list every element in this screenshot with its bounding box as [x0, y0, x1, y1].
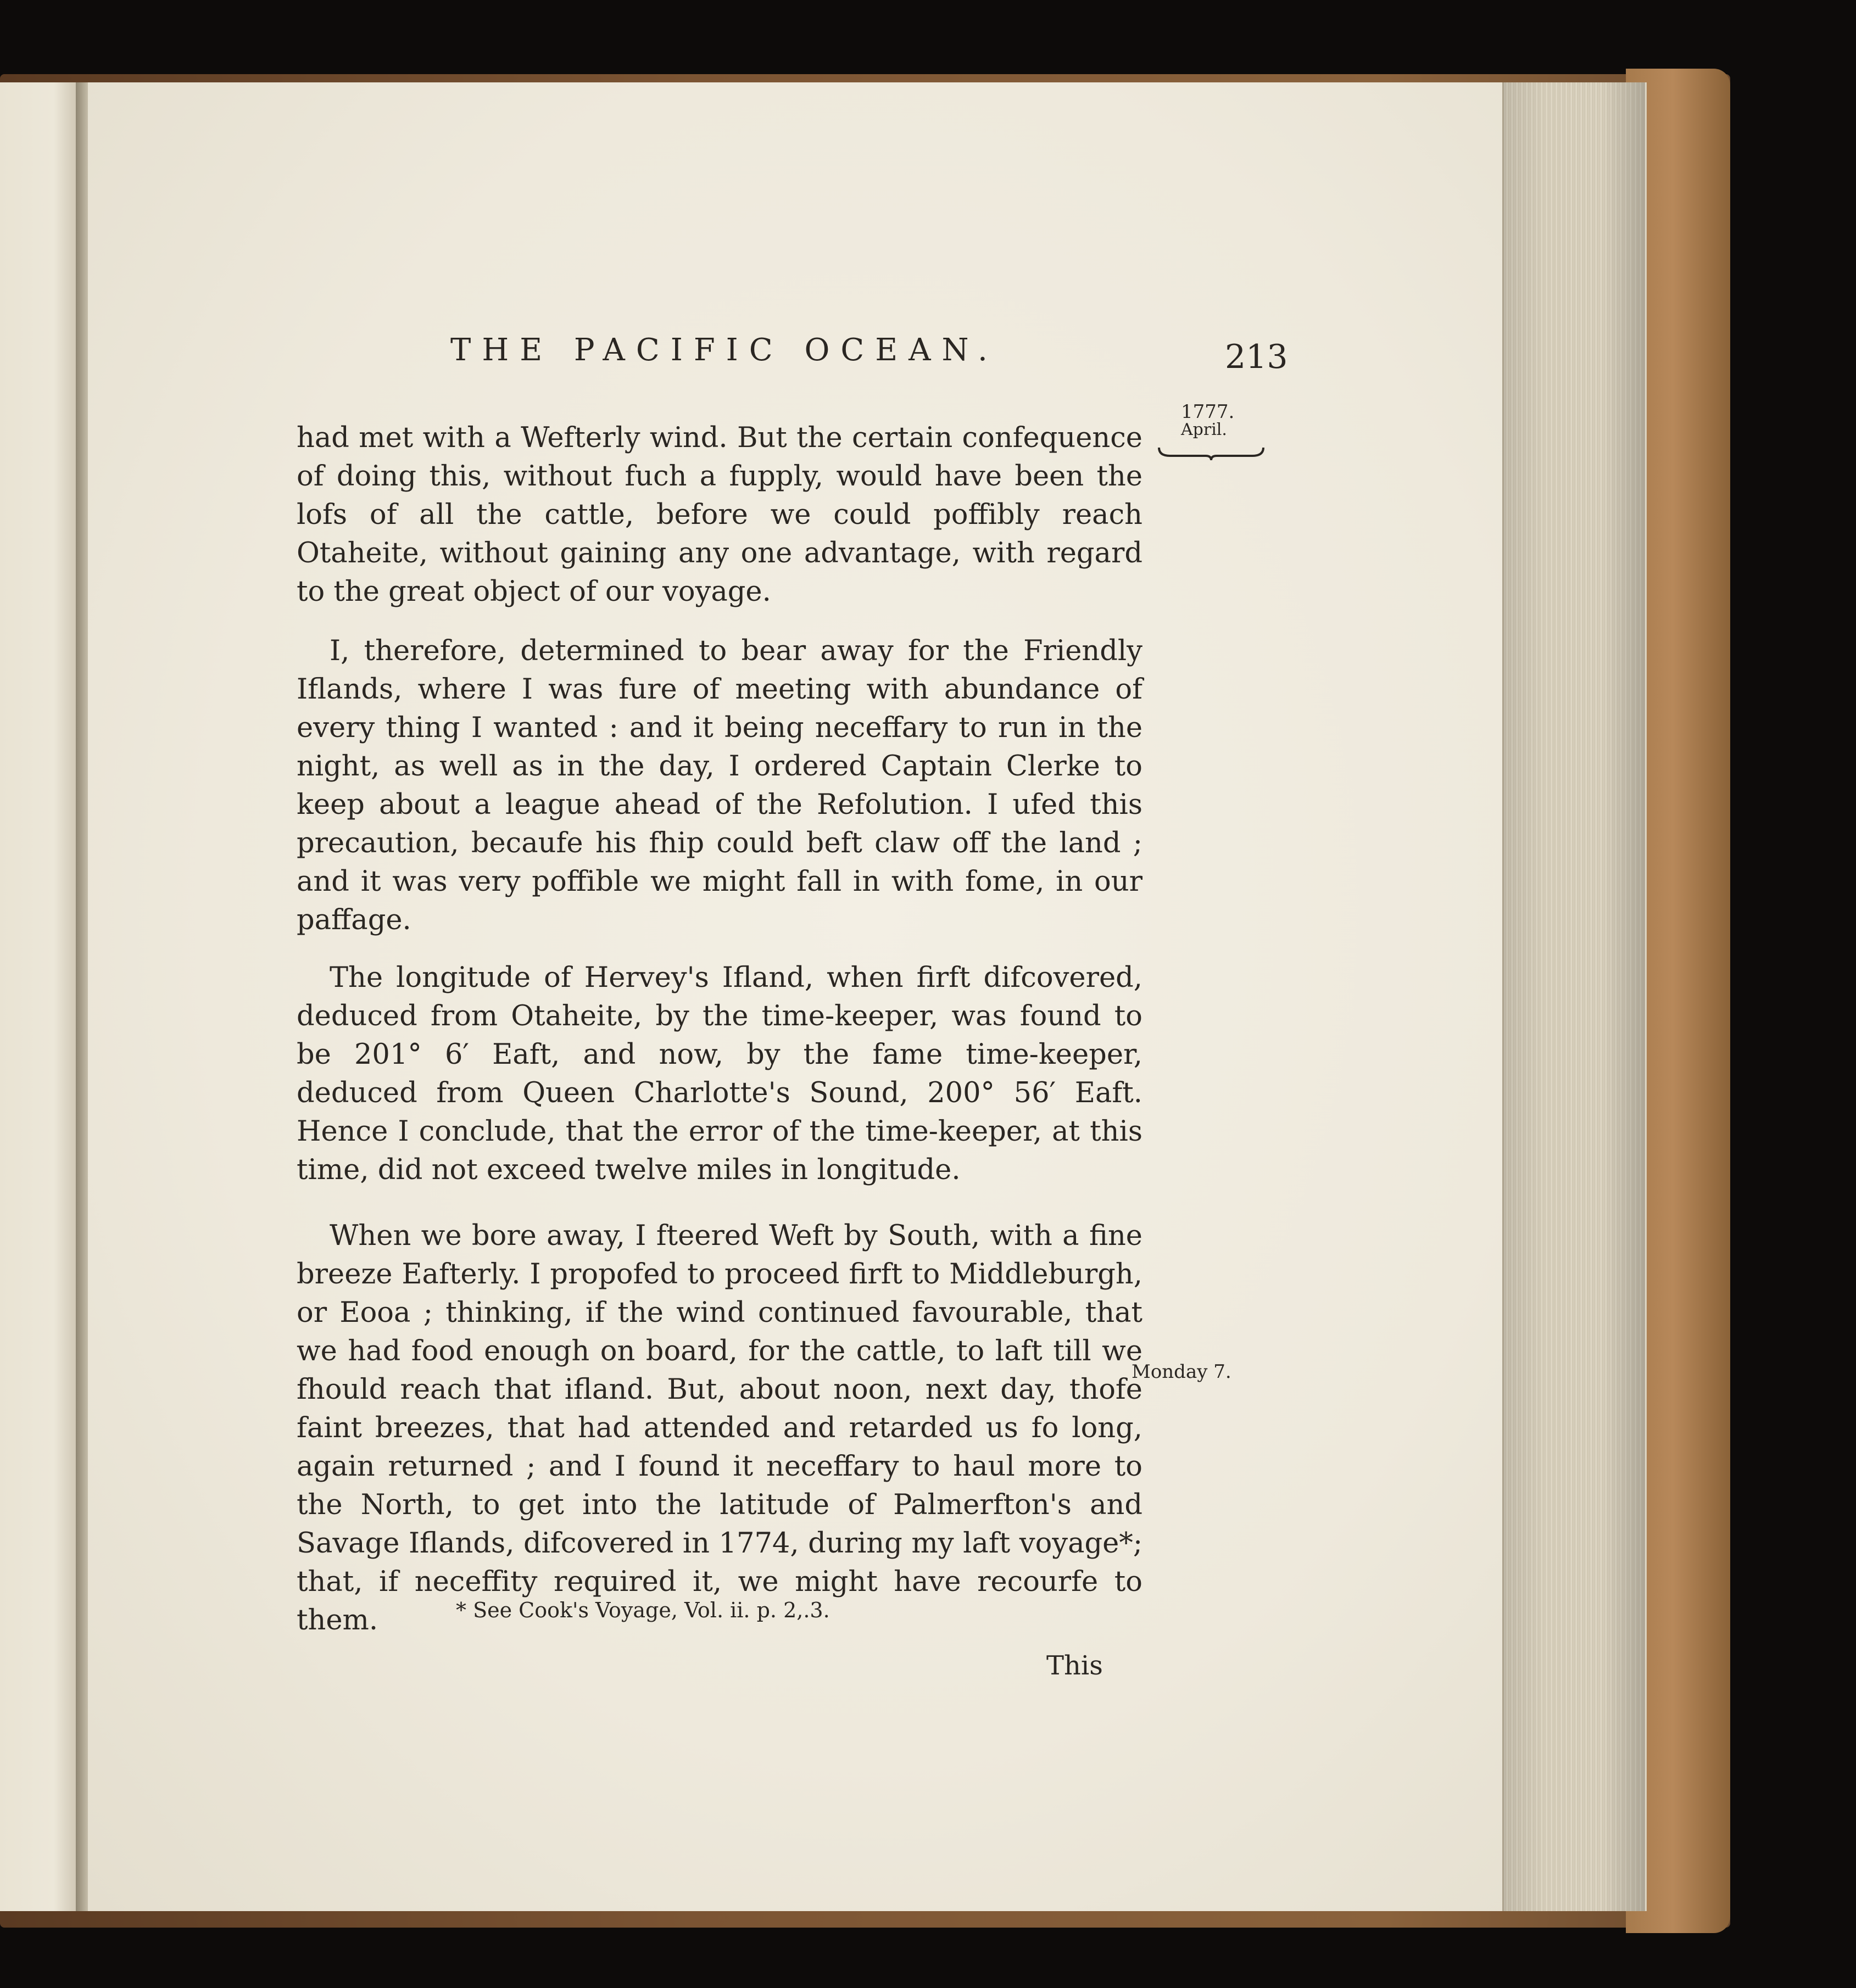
page-edges-shadow: [1502, 82, 1645, 1911]
page-number: 213: [1225, 338, 1288, 376]
footnote: * See Cook's Voyage, Vol. ii. p. 2,.3.: [456, 1598, 830, 1622]
book-gutter: [76, 82, 89, 1911]
margin-note-day: Monday 7.: [1132, 1361, 1231, 1383]
paragraph-1: had met with a Wefterly wind. But the certain confequence of doing this, without fuch a fupply, would have been the lofs of all the cattle, before we could poffibly reach Otaheite, without gaining any one advantage, with regard to the great object of our voyage.: [297, 422, 1142, 608]
margin-brace-icon: [1156, 445, 1266, 461]
paragraph-2: I, therefore, determined to bear away for the Friendly Iflands, where I was fure of meeting with abundance of every thing I wanted : and it being neceffary to run in the night, as well as in the day, I ordered Captain Clerke to keep about a league ahead of the Refolution. I ufed this precaution, becaufe his fhip could beft claw off the land ; and it was very poffible we might fall in with fome, in our paffage.: [297, 635, 1142, 936]
catchword: This: [1046, 1650, 1103, 1681]
margin-note-year: 1777.: [1181, 401, 1235, 423]
paragraph-4: When we bore away, I fteered Weft by South, with a fine breeze Eafterly. I propofed to proceed firft to Middleburgh, or Eooa ; thinking, if the wind continued favourable, that we had food enough on board, for the cattle, to laft till we fhould reach that ifland. But, about noon, next day, thofe faint breezes, that had attended and retarded us fo long, again returned ; and I found it neceffary to haul more to the North, to get into the latitude of Palmerfton's and Savage Iflands, difcovered in 1774, during my laft voyage*; that, if neceffity required it, we might have recourfe to them.: [297, 1220, 1142, 1637]
margin-note-month: April.: [1181, 420, 1227, 439]
running-head: THE PACIFIC OCEAN.: [450, 332, 999, 368]
paragraph-3: The longitude of Hervey's Ifland, when firft difcovered, deduced from Otaheite, by the time-keeper, was found to be 201° 6′ Eaft, and now, by the fame time-keeper, deduced from Queen Charlotte's Sound, 200° 56′ Eaft. Hence I conclude, that the error of the time-keeper, at this time, did not exceed twelve miles in longitude.: [297, 962, 1142, 1186]
left-page: [0, 82, 77, 1911]
